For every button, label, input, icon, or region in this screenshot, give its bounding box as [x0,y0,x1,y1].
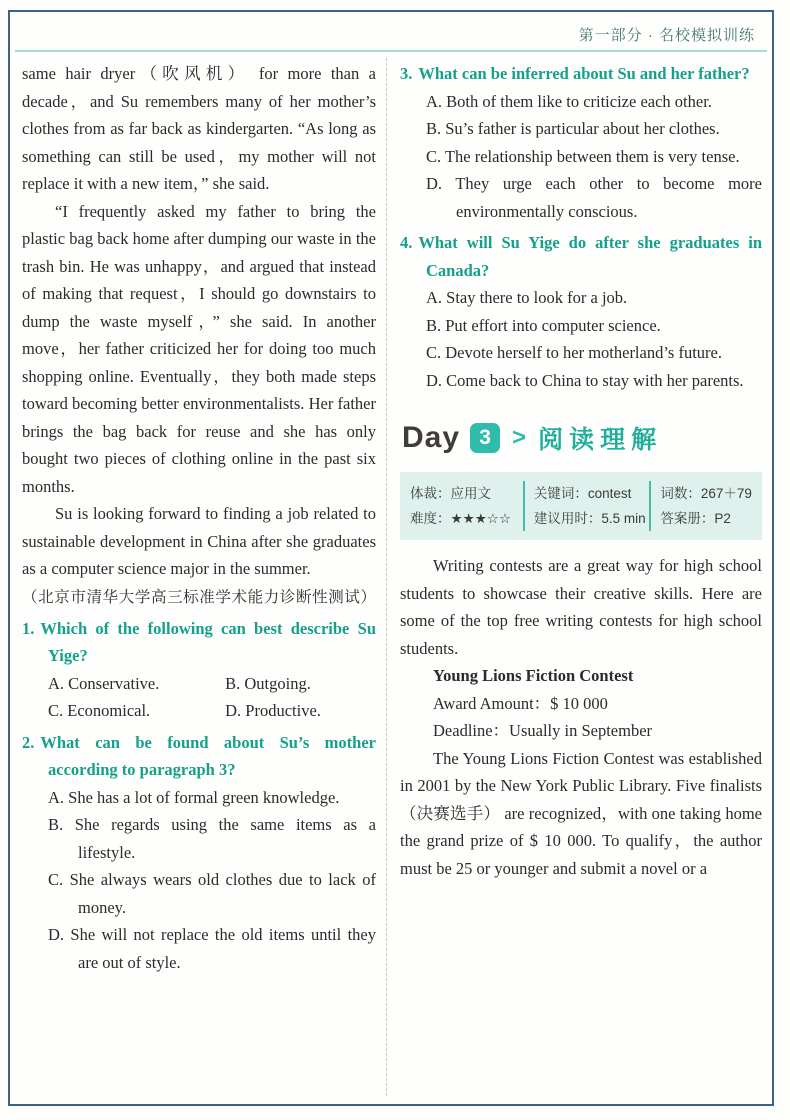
question-text: Which of the following can best describe Su Yige? [40,618,376,665]
info-genre: 体裁：应用文 [410,486,491,501]
question-text: What will Su Yige do after she graduates in Canada? [418,233,762,280]
info-word-count: 词数：267＋79 [649,481,752,506]
info-answer-page: 答案册：P2 [649,506,752,531]
page-header [15,12,767,52]
option: A. Both of them like to criticize each other. [426,91,712,111]
option: A. She has a lot of formal green knowledge. [48,787,340,807]
info-row [410,506,752,531]
option: B. She regards using the same items as a lifestyle. [48,815,376,862]
reading-passage [400,552,762,882]
question-number: 2. [22,732,35,752]
info-suggested-time: 建议用时：5.5 min [523,506,650,531]
option: D. Productive. [225,701,321,720]
option: A. Stay there to look for a job. [426,288,628,307]
award-amount-line: Award Amount：$ 10 000 [433,693,608,713]
passage-source-note: （北京市清华大学高三标准学术能力诊断性测试） [22,588,376,606]
passage-paragraph: same hair dryer（吹风机） for more than a decade，and Su remembers many of her mother’s clothes from as far back as kindergarten. “As long as something can still be used，my mother will not replace it with a new item，” she said. [22,64,376,193]
option: C. Devote herself to her motherland’s future. [426,343,722,362]
exercise-info-box [400,472,762,540]
option: C. She always wears old clothes due to lack of money. [48,870,376,917]
passage-paragraph: Writing contests are a great way for high school students to showcase their creative skills. Here are some of the top free writing contests for high school students. [400,556,762,658]
question-text: What can be found about Su’s mother according to paragraph 3? [40,732,376,779]
option: B. Outgoing. [225,673,311,693]
contest-heading: Young Lions Fiction Contest [433,666,634,685]
day-label: Day [402,421,461,454]
question-number: 1. [22,618,35,638]
question-4-stem [400,229,762,284]
content-columns [10,52,772,1104]
info-row [410,481,752,506]
option: B. Put effort into computer science. [426,315,661,335]
option: D. Come back to China to stay with her parents. [426,370,744,390]
option: D. She will not replace the old items until they are out of style. [48,925,376,972]
question-3-stem [400,60,762,88]
day-header [402,420,762,456]
question-1-options [48,670,376,725]
section-header-title: 第一部分 · 名校模拟训练 [578,27,755,44]
passage-paragraph: Su is looking forward to finding a job related to sustainable development in China after she graduates as a computer science major in the summer. [22,504,376,578]
question-text: What can be inferred about Su and her father? [418,64,750,83]
option: D. They urge each other to become more environmentally conscious. [426,174,762,221]
section-title: 阅读理解 [538,426,663,454]
question-1-stem [22,615,376,670]
left-column [20,58,386,1096]
info-keyword: 关键词：contest [523,481,650,506]
question-number: 4. [400,233,413,252]
passage-paragraph: The Young Lions Fiction Contest was established in 2001 by the New York Public Library. Five finalists（决赛选手） are recognized，with one taking home the grand prize of $ 10 000. To qualify，the author must be 25 or younger and submit a novel or a [400,748,762,878]
day-number-badge: 3 [470,423,500,453]
option: B. Su’s father is particular about her clothes. [426,119,720,138]
question-2-stem [22,729,376,784]
info-difficulty: 难度：★★★☆☆ [410,511,512,526]
chevron-right-icon: > [512,424,527,451]
option: C. The relationship between them is very tense. [426,146,740,166]
option: C. Economical. [48,701,151,720]
option: A. Conservative. [48,673,160,693]
question-number: 3. [400,64,413,83]
passage-paragraph: “I frequently asked my father to bring the plastic bag back home after dumping our waste in the trash bin. He was unhappy，and argued that instead of making that request，I should go downstairs to dump the waste myself，” she said. In another move，her father criticized her for doing too much shopping online. Eventually，they both made steps toward becoming better environmentalists. Her father brings the bag back for reuse and she has only bought two pieces of clothing online in the past six months. [22,201,376,496]
right-column [387,58,764,1096]
deadline-line: Deadline：Usually in September [433,721,653,740]
page-frame [8,10,774,1106]
